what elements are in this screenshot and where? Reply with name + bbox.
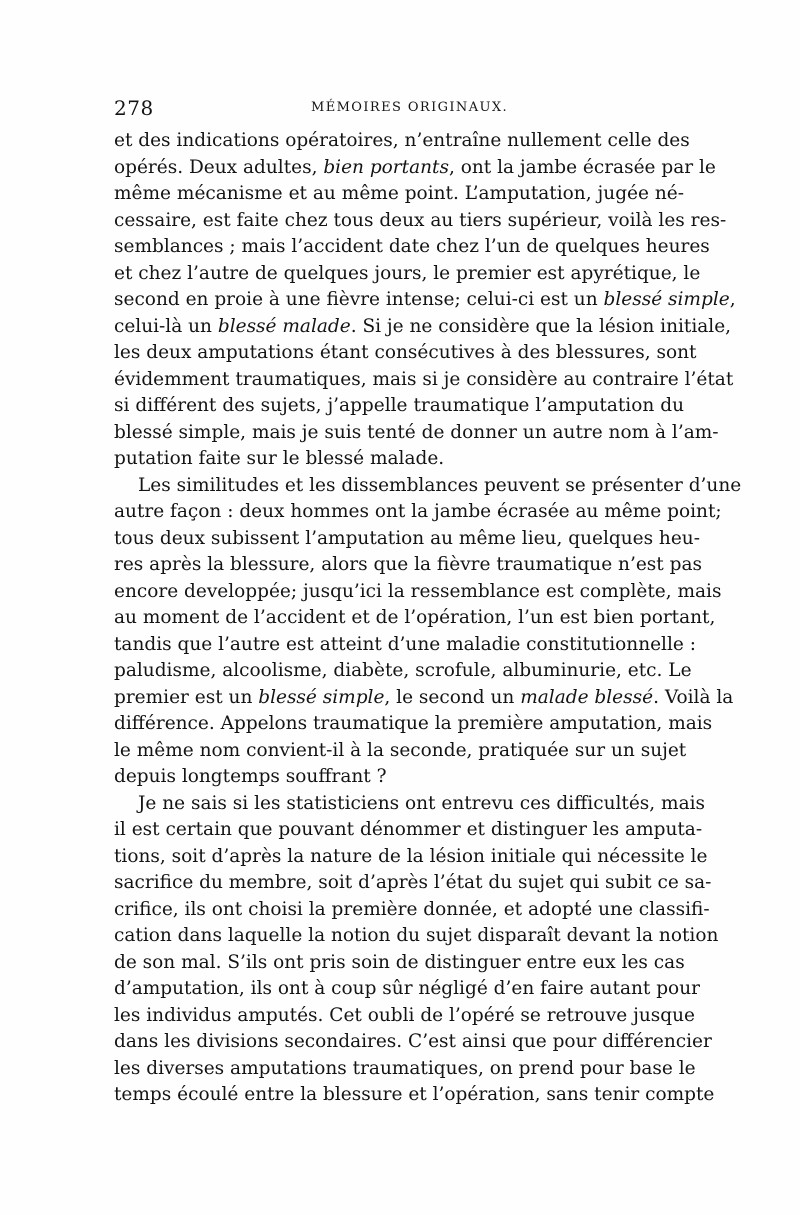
text-line: tandis que l’autre est atteint d’une maladie constitutionnelle : (114, 633, 696, 655)
text-line: le même nom convient-il à la seconde, pratiquée sur un sujet (114, 739, 687, 761)
paragraph (114, 128, 736, 473)
text-line: il est certain que pouvant dénommer et distinguer les amputa- (114, 819, 703, 840)
text-line: au moment de l’accident et de l’opération, l’un est bien portant, (114, 607, 716, 628)
text-line: autre façon : deux hommes ont la jambe écrasée au même point; (114, 501, 722, 522)
text-line: celui-là un blessé malade. Si je ne considère que la lésion initiale, (114, 315, 732, 337)
text-line: cessaire, est faite chez tous deux au tiers supérieur, voilà les res- (114, 209, 727, 231)
text-line: et des indications opératoires, n’entraîne nullement celle des (114, 130, 690, 151)
text-line: d’amputation, ils ont à coup sûr négligé d’en faire autant pour (114, 978, 700, 999)
text-line: tous deux subissent l’amputation au même lieu, quelques heu- (114, 527, 700, 549)
text-line: les deux amputations étant consécutives à des blessures, sont (114, 342, 697, 363)
text-line: évidemment traumatiques, mais si je considère au contraire l’état (114, 368, 734, 390)
text-line: Les similitudes et les dissemblances peuvent se présenter d’une (138, 474, 742, 496)
text-line: et chez l’autre de quelques jours, le premier est apyrétique, le (114, 262, 701, 284)
text-line: res après la blessure, alors que la fièvre traumatique n’est pas (114, 554, 702, 575)
text-line: opérés. Deux adultes, bien portants, ont la jambe écrasée par le (114, 156, 716, 178)
text-line: blessé simple, mais je suis tenté de donner un autre nom à l’am- (114, 421, 719, 443)
text-line: de son mal. S’ils ont pris soin de distinguer entre eux les cas (114, 951, 685, 973)
text-line: temps écoulé entre la blessure et l’opération, sans tenir compte (114, 1084, 715, 1105)
text-line: paludisme, alcoolisme, diabète, scrofule, albuminurie, etc. Le (114, 660, 692, 681)
paragraph (114, 791, 719, 1109)
text-line: second en proie à une fièvre intense; celui-ci est un blessé simple, (114, 289, 736, 310)
paragraph (114, 473, 742, 791)
text-line: sacrifice du membre, soit d’après l’état du sujet qui subit ce sa- (114, 872, 712, 893)
text-line: même mécanisme et au même point. L’amputation, jugée né- (114, 183, 684, 204)
running-head (114, 96, 684, 120)
page-number: 278 (114, 96, 154, 120)
text-line: putation faite sur le blessé malade. (114, 448, 445, 469)
text-line: les diverses amputations traumatiques, on prend pour base le (114, 1057, 696, 1079)
body-text (114, 128, 742, 1109)
text-line: tions, soit d’après la nature de la lésion initiale qui nécessite le (114, 845, 708, 867)
text-line: encore developpée; jusqu’ici la ressemblance est complète, mais (114, 580, 722, 602)
text-line: Je ne sais si les statisticiens ont entrevu ces difficultés, mais (138, 792, 706, 814)
text-line: cation dans laquelle la notion du sujet disparaît devant la notion (114, 925, 719, 946)
text-line: les individus amputés. Cet oubli de l’opéré se retrouve jusque (114, 1004, 695, 1026)
text-line: différence. Appelons traumatique la première amputation, mais (114, 713, 713, 734)
text-line: premier est un blessé simple, le second un malade blessé. Voilà la (114, 686, 734, 708)
text-line: dans les divisions secondaires. C’est ainsi que pour différencier (114, 1031, 712, 1052)
text-line: crifice, ils ont choisi la première donnée, et adopté une classifi- (114, 898, 710, 920)
text-line: depuis longtemps souffrant ? (114, 766, 387, 787)
running-title: MÉMOIRES ORIGINAUX. (311, 100, 509, 115)
text-line: semblances ; mais l’accident date chez l’un de quelques heures (114, 236, 710, 257)
text-line: si différent des sujets, j’appelle traumatique l’amputation du (114, 395, 684, 416)
